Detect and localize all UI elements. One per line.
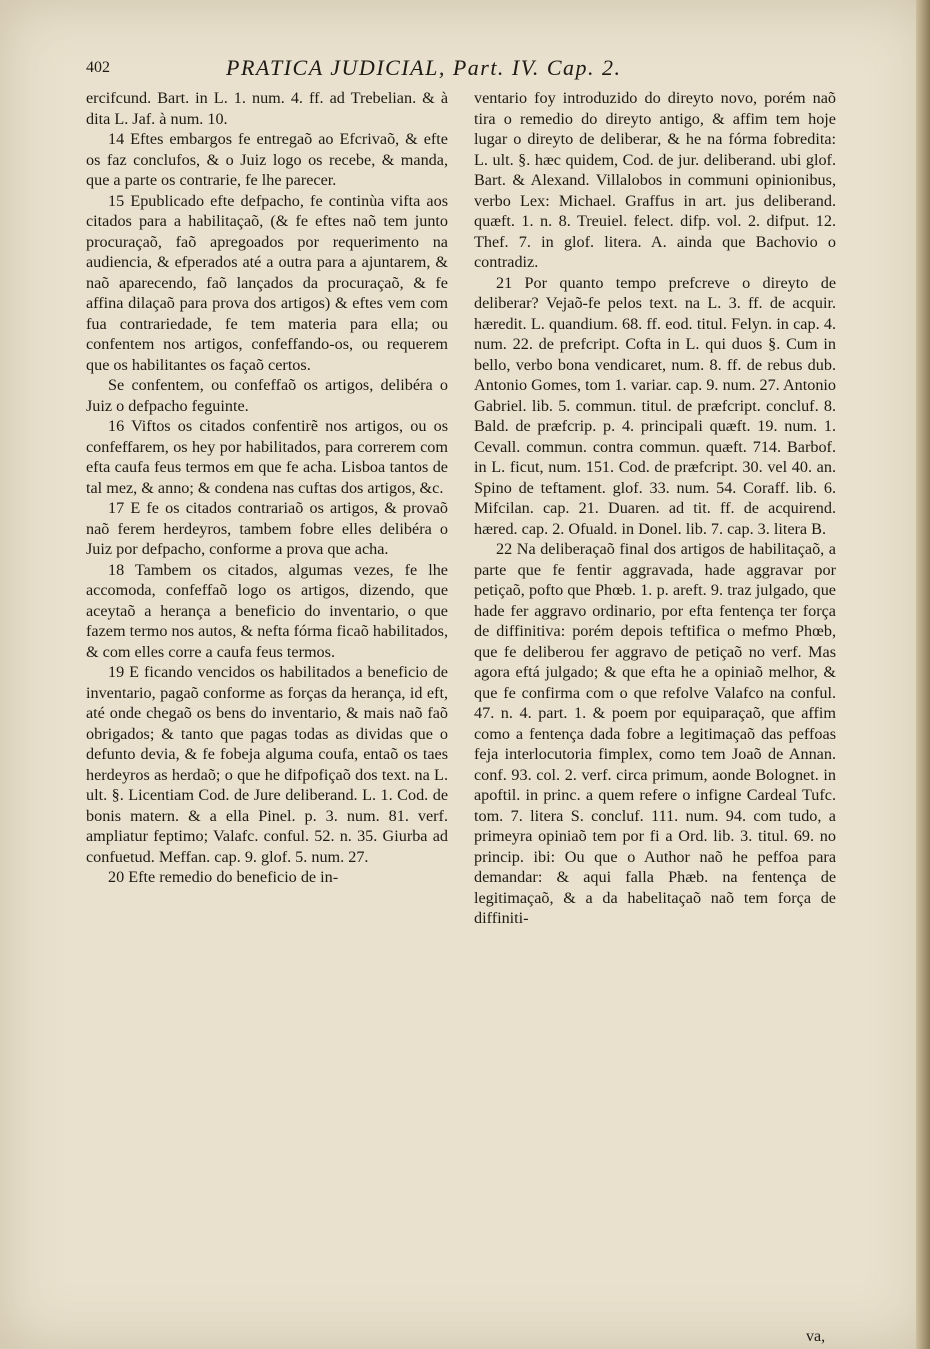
catchword: va, <box>806 1328 826 1345</box>
page-number: 402 <box>86 59 110 76</box>
paragraph: 22 Na deliberaçaõ final dos artigos de habilitaçaõ, a parte que fe fentir aggravada, hade aggravar por petiçaõ, pofto que Phœb. 1. p. areft. 9. traz julgado, que hade fer aggravo ordinario, por efta fentença ter força de diffinitiva: porém depois teftifica o mefmo Phœb, que fe deliberou fer aggravo de petiçaõ no verf. Mas agora eftá julgado; & que efta he a opiniaõ melhor, & que fe confirma com o que refolve Valafco na conful. 47. n. 4. part. 1. & poem por equiparaçaõ, que affim como a fentença dada fobre a legitimaçaõ das peffoas feja interlocutoria fimplex, como tem Joaõ de Annan. conf. 93. col. 2. verf. circa primum, aonde Bolognet. in apoftil. in princ. a quem refere o infigne Cardeal Tufc. tom. 7. litera S. concluf. 111. num. 94. com tudo, a primeyra opiniaõ tem por fi a Ord. lib. 3. titul. 69. no princip. ibi: Ou que o Author naõ he peffoa para demandar: & aqui falla Phæb. na fentença de legitimaçaõ, & a da habelitaçaõ naõ tem força de diffiniti- <box>474 540 836 927</box>
left-column <box>86 88 448 888</box>
paragraph: Se confentem, ou confeffaõ os artigos, delibéra o Juiz o defpacho feguinte. <box>86 376 448 415</box>
paragraph: 15 Epublicado efte defpacho, fe continùa vifta aos citados para a habilitaçaõ, (& fe eftes naõ tem junto procuraçaõ, faõ apregoados por requerimento na audiencia, & efperados até a outra para a ajuntarem, & naõ aparecendo, faõ lançados da procuraçaõ, & fe affina dilaçaõ para prova dos artigos) & eftes vem com fua contrariedade, fe tem materia para ella; ou confentem nos artigos, confeffando-os, ou requerem que os habilitantes os façaõ certos. <box>86 191 448 374</box>
paragraph: 14 Eftes embargos fe entregaõ ao Efcrivaõ, & efte os faz conclufos, & o Juiz logo os recebe, & manda, que a parte os contrarie, fe lhe parecer. <box>86 130 448 189</box>
page-gutter <box>916 0 930 1349</box>
page-header <box>86 55 846 85</box>
paragraph: 20 Efte remedio do beneficio de in- <box>108 868 339 886</box>
paragraph: ercifcund. Bart. in L. 1. num. 4. ff. ad Trebelian. & à dita L. Jaf. à num. 10. <box>86 89 448 128</box>
right-column <box>474 88 836 929</box>
paragraph: 16 Viftos os citados confentirẽ nos artigos, ou os confeffarem, os hey por habilitados, para correrem com efta caufa feus termos em que fe acha. Lisboa tantos de tal mez, & anno; & condena nas cuftas dos artigos, &c. <box>86 417 448 497</box>
paragraph: 21 Por quanto tempo prefcreve o direyto de deliberar? Vejaõ-fe pelos text. na L. 3. ff. de acquir. hæredit. L. quandium. 68. ff. eod. titul. Felyn. in cap. 4. num. 22. de prefcript. Cofta in L. qui duos §. Cum in bello, verbo bona vendicaret, num. 8. ff. de rebus dub. Antonio Gomes, tom 1. variar. cap. 9. num. 27. Antonio Gabriel. lib. 5. commun. titul. de præfcript. concluf. 8. Bald. de præfcrip. p. 4. principali quæft. 19. num. 1. Cevall. commun. contra commun. quæft. 714. Barbof. in L. ficut, num. 151. Cod. de præfcript. 30. vel 40. an. Spino de teftament. glof. 33. num. 54. Coraff. lib. 6. Mifcilan. cap. 21. Duaren. ad tit. ff. de acquirend. hæred. cap. 2. Ofuald. in Donel. lib. 7. cap. 3. litera B. <box>474 273 836 538</box>
paragraph: 17 E fe os citados contrariaõ os artigos, & provaõ naõ ferem herdeyros, tambem fobre elles delibéra o Juiz por defpacho, conforme a prova que acha. <box>86 499 448 558</box>
paragraph: ventario foy introduzido do direyto novo, porém naõ tira o remedio do direyto antigo, & affim tem hoje lugar o direyto de deliberar, & he na fórma fobredita: L. ult. §. hæc quidem, Cod. de jur. deliberand. ubi glof. Bart. & Alexand. Villalobos in communi opinionibus, verbo Lex: Michael. Graffus in art. jus deliberand. quæft. 1. n. 8. Treuiel. felect. difp. vol. 2. difput. 12. Thef. 7. in glof. litera. A. ainda que Bachovio o contradiz. <box>474 89 836 271</box>
paragraph: 18 Tambem os citados, algumas vezes, fe lhe accomoda, confeffaõ logo os artigos, dizendo, que aceytaõ a herança a beneficio do inventario, o que fazem termo nos autos, & nefta fórma ficaõ habilitados, & com elles corre a caufa feus termos. <box>86 560 448 661</box>
running-head: PRATICA JUDICIAL, Part. IV. Cap. 2. <box>226 55 622 80</box>
paragraph: 19 E ficando vencidos os habilitados a beneficio de inventario, pagaõ conforme as forças da herança, id eft, até onde chegaõ os bens do inventario, & mais naõ faõ obrigados; & tanto que pagas todas as dividas que o defunto devia, & fe fobeja alguma coufa, entaõ os taes herdeyros as herdaõ; o que he difpofiçaõ dos text. na L. ult. §. Licentiam Cod. de Jure deliberand. L. 1. Cod. de bonis matern. & a ella Pinel. p. 3. num. 81. verf. ampliatur feptimo; Valafc. conful. 52. n. 35. Giurba ad confuetud. Meffan. cap. 9. glof. 5. num. 27. <box>86 663 448 866</box>
